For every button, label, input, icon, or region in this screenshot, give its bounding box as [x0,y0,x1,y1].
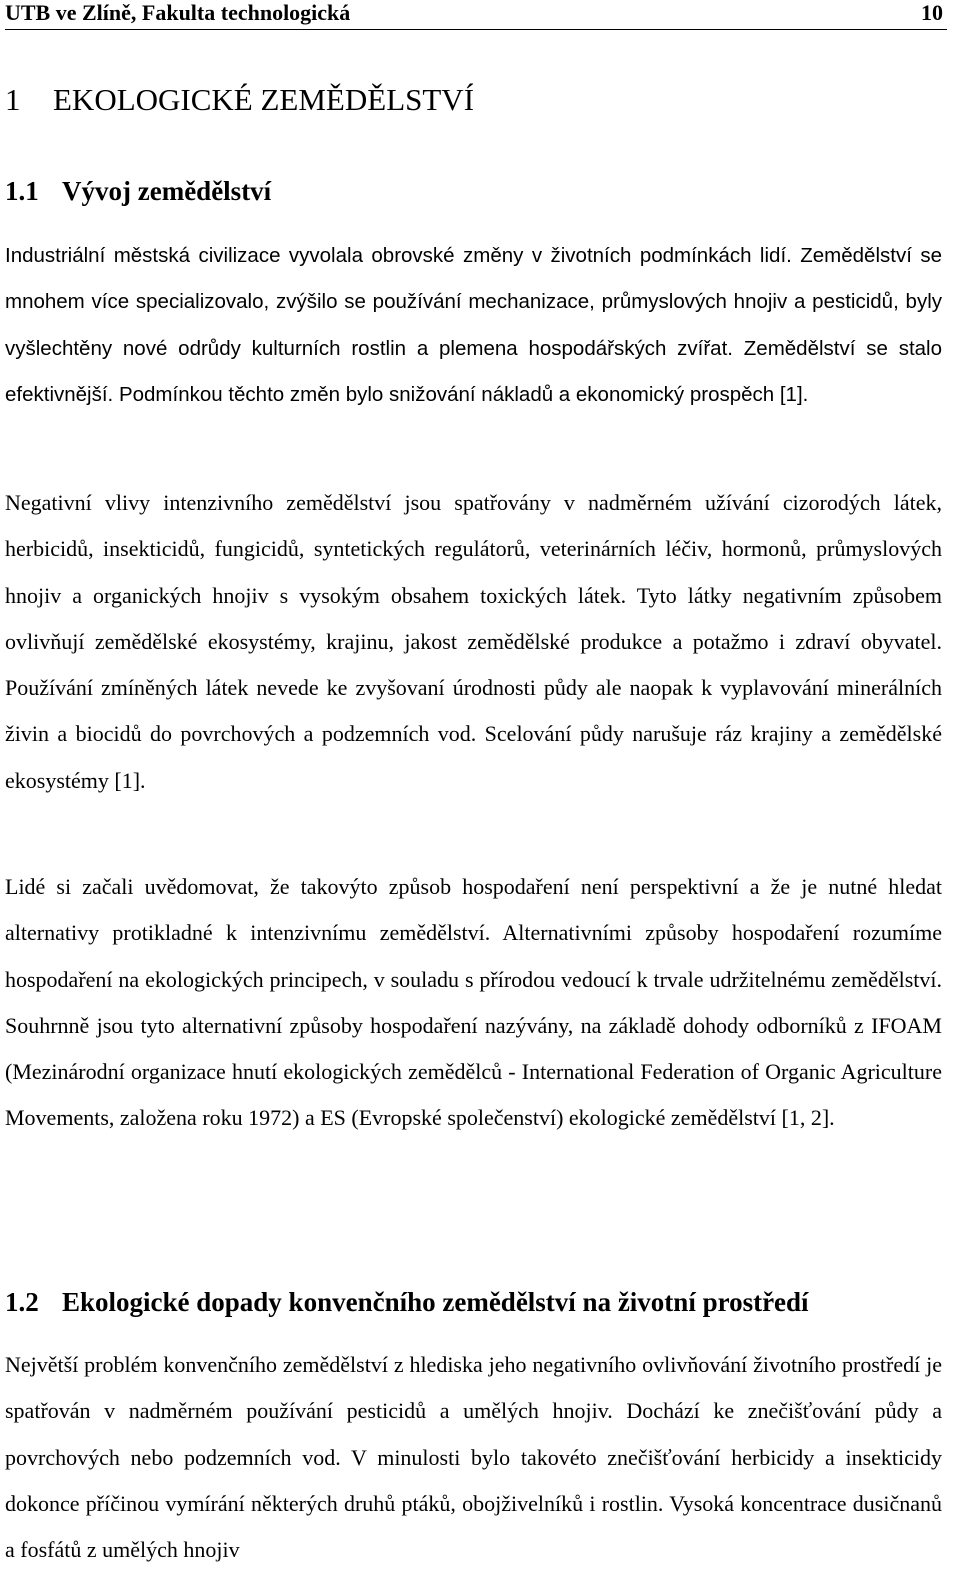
chapter-heading [5,80,474,120]
chapter-number: 1 [5,82,21,117]
paragraph-development: Industriální městská civilizace vyvolala obrovské změny v životních podmínkách lidí. Zemědělství se mnohem více specializovalo, zvýšilo se používání mechanizace, průmyslových hnojiv a pesticidů, byly vyšlechtěny nové odrůdy kulturních rostlin a plemena hospodářských zvířat. Zemědělství se stalo efektivnější. Podmínkou těchto změn bylo snižování nákladů a ekonomický prospěch [1]. [5,244,942,406]
header-page-number: 10 [921,0,943,25]
section-heading-1-2 [5,1284,809,1320]
section-number: 1.1 [5,176,39,206]
section-title: Ekologické dopady konvenčního zemědělství na životní prostředí [62,1287,809,1317]
section-title: Vývoj zemědělství [62,176,272,206]
header-institution: UTB ve Zlíně, Fakulta technologická [5,0,351,25]
section-heading-1-1 [5,173,271,209]
paragraph-alternatives: Lidé si začali uvědomovat, že takovýto způsob hospodaření není perspektivní a že je nutné hledat alternativy protikladné k intenzivnímu zemědělství. Alternativními způsoby hospodaření rozumíme hospodaření na ekologických principech, v souladu s přírodou vedoucí k trvale udržitelnému zemědělství. Souhrnně jsou tyto alternativní způsoby hospodaření nazývány, na základě dohody odborníků z IFOAM (Mezinárodní organizace hnutí ekologických zemědělců - International Federation of Organic Agriculture Movements, založena roku 1972) a ES (Evropské společenství) ekologické zemědělství [1, 2]. [5,874,942,1131]
page-header [5,0,947,30]
chapter-title: EKOLOGICKÉ ZEMĚDĚLSTVÍ [53,82,475,117]
paragraph-ecological-impacts: Největší problém konvenčního zemědělství z hlediska jeho negativního ovlivňování životního prostředí je spatřován v nadměrném používání pesticidů a umělých hnojiv. Dochází ke znečišťování půdy a povrchových nebo podzemních vod. V minulosti bylo takovéto znečišťování herbicidy a insekticidy dokonce příčinou vymírání některých druhů ptáků, obojživelníků i rostlin. Vysoká koncentrace dusičnanů a fosfátů z umělých hnojiv [5,1352,942,1563]
section-number: 1.2 [5,1287,39,1317]
paragraph-negative-impacts: Negativní vlivy intenzivního zemědělství jsou spatřovány v nadměrném užívání cizorodých látek, herbicidů, insekticidů, fungicidů, syntetických regulátorů, veterinárních léčiv, hormonů, průmyslových hnojiv a organických hnojiv s vysokým obsahem toxických látek. Tyto látky negativním způsobem ovlivňují zemědělské ekosystémy, krajinu, jakost zemědělské produkce a potažmo i zdraví obyvatel. Používání zmíněných látek nevede ke zvyšovaní úrodnosti půdy ale naopak k vyplavování minerálních živin a biocidů do povrchových a podzemních vod. Scelování půdy narušuje ráz krajiny a zemědělské ekosystémy [1]. [5,490,942,793]
